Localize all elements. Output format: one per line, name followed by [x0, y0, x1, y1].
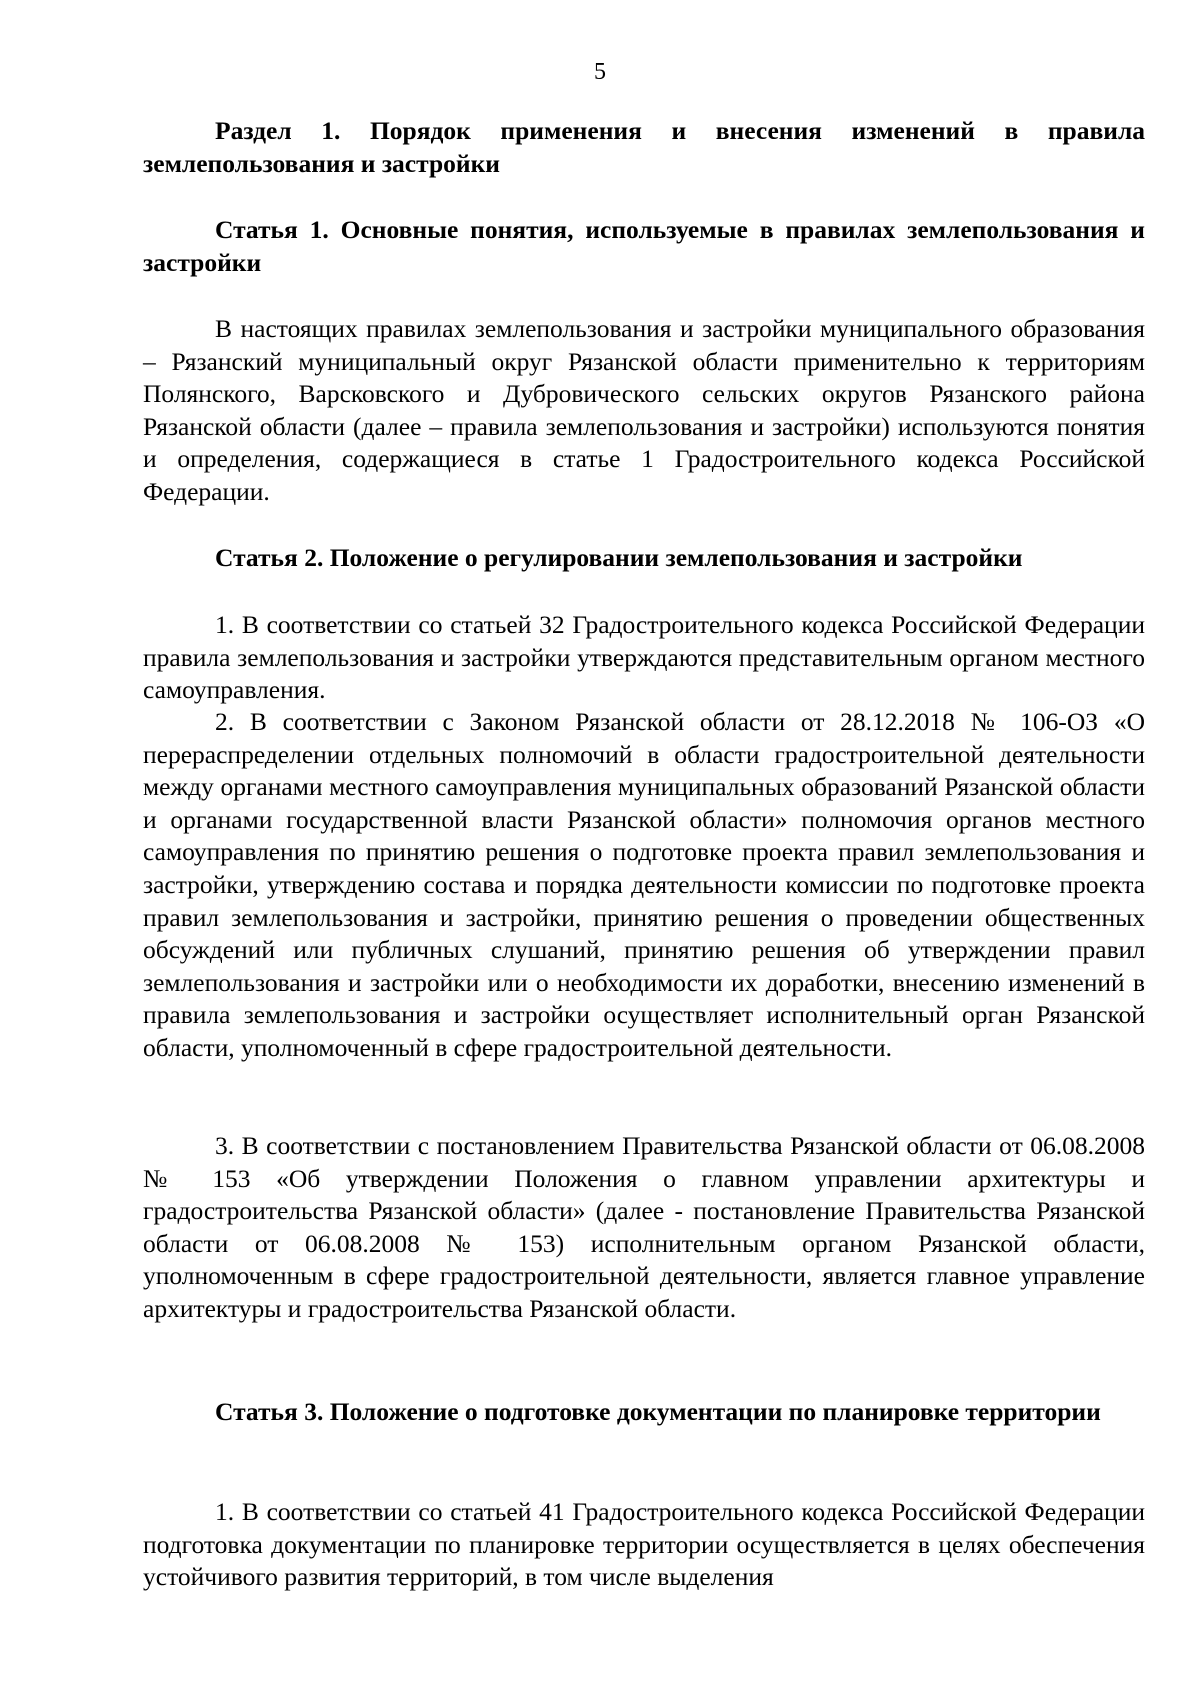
article-paragraph: 1. В соответствии со статьей 32 Градостроительного кодекса Российской Федерации правила землепользования и застройки утверждаются представительным органом местного самоуправления. [143, 610, 1145, 705]
page-number: 5 [594, 59, 606, 85]
article-heading: Статья 1. Основные понятия, используемые в правилах землепользования и застройки [143, 215, 1145, 277]
article-paragraph: 3. В соответствии с постановлением Правительства Рязанской области от 06.08.2008 № 153 «Об утверждении Положения о главном управлении архитектуры и градостроительства Рязанской области» (далее - постановление Правительства Рязанской области от 06.08.2008 № 153) исполнительным органом Рязанской области, уполномоченным в сфере градостроительной деятельности, является главное управление архитектуры и градостроительства Рязанской области. [143, 1131, 1145, 1323]
article-heading: Статья 3. Положение о подготовке документации по планировке территории [215, 1397, 1101, 1426]
article-paragraph: 2. В соответствии с Законом Рязанской области от 28.12.2018 № 106-ОЗ «О перераспределении отдельных полномочий в области градостроительной деятельности между органами местного самоуправления муниципальных образований Рязанской области и органами государственной власти Рязанской области» полномочия органов местного самоуправления по принятию решения о подготовке проекта правил землепользования и застройки, утверждению состава и порядка деятельности комиссии по подготовке проекта правил землепользования и застройки, принятию решения о проведении общественных обсуждений или публичных слушаний, принятию решения об утверждении правил землепользования и застройки или о необходимости их доработки, внесению изменений в правила землепользования и застройки осуществляет исполнительный орган Рязанской области, уполномоченный в сфере градостроительной деятельности. [143, 707, 1145, 1062]
article-paragraph: В настоящих правилах землепользования и застройки муниципального образования – Рязанский муниципальный округ Рязанской области применительно к территориям Полянского, Варсковского и Дубровического сельских округов Рязанского района Рязанской области (далее – правила землепользования и застройки) используются понятия и определения, содержащиеся в статье 1 Градостроительного кодекса Российской Федерации. [143, 314, 1145, 506]
article-paragraph: 1. В соответствии со статьей 41 Градостроительного кодекса Российской Федерации подготовка документации по планировке территории осуществляется в целях обеспечения устойчивого развития территорий, в том числе выделения [143, 1497, 1145, 1592]
section-heading: Раздел 1. Порядок применения и внесения изменений в правила землепользования и застройки [143, 116, 1145, 178]
article-heading: Статья 2. Положение о регулировании землепользования и застройки [215, 543, 1023, 572]
